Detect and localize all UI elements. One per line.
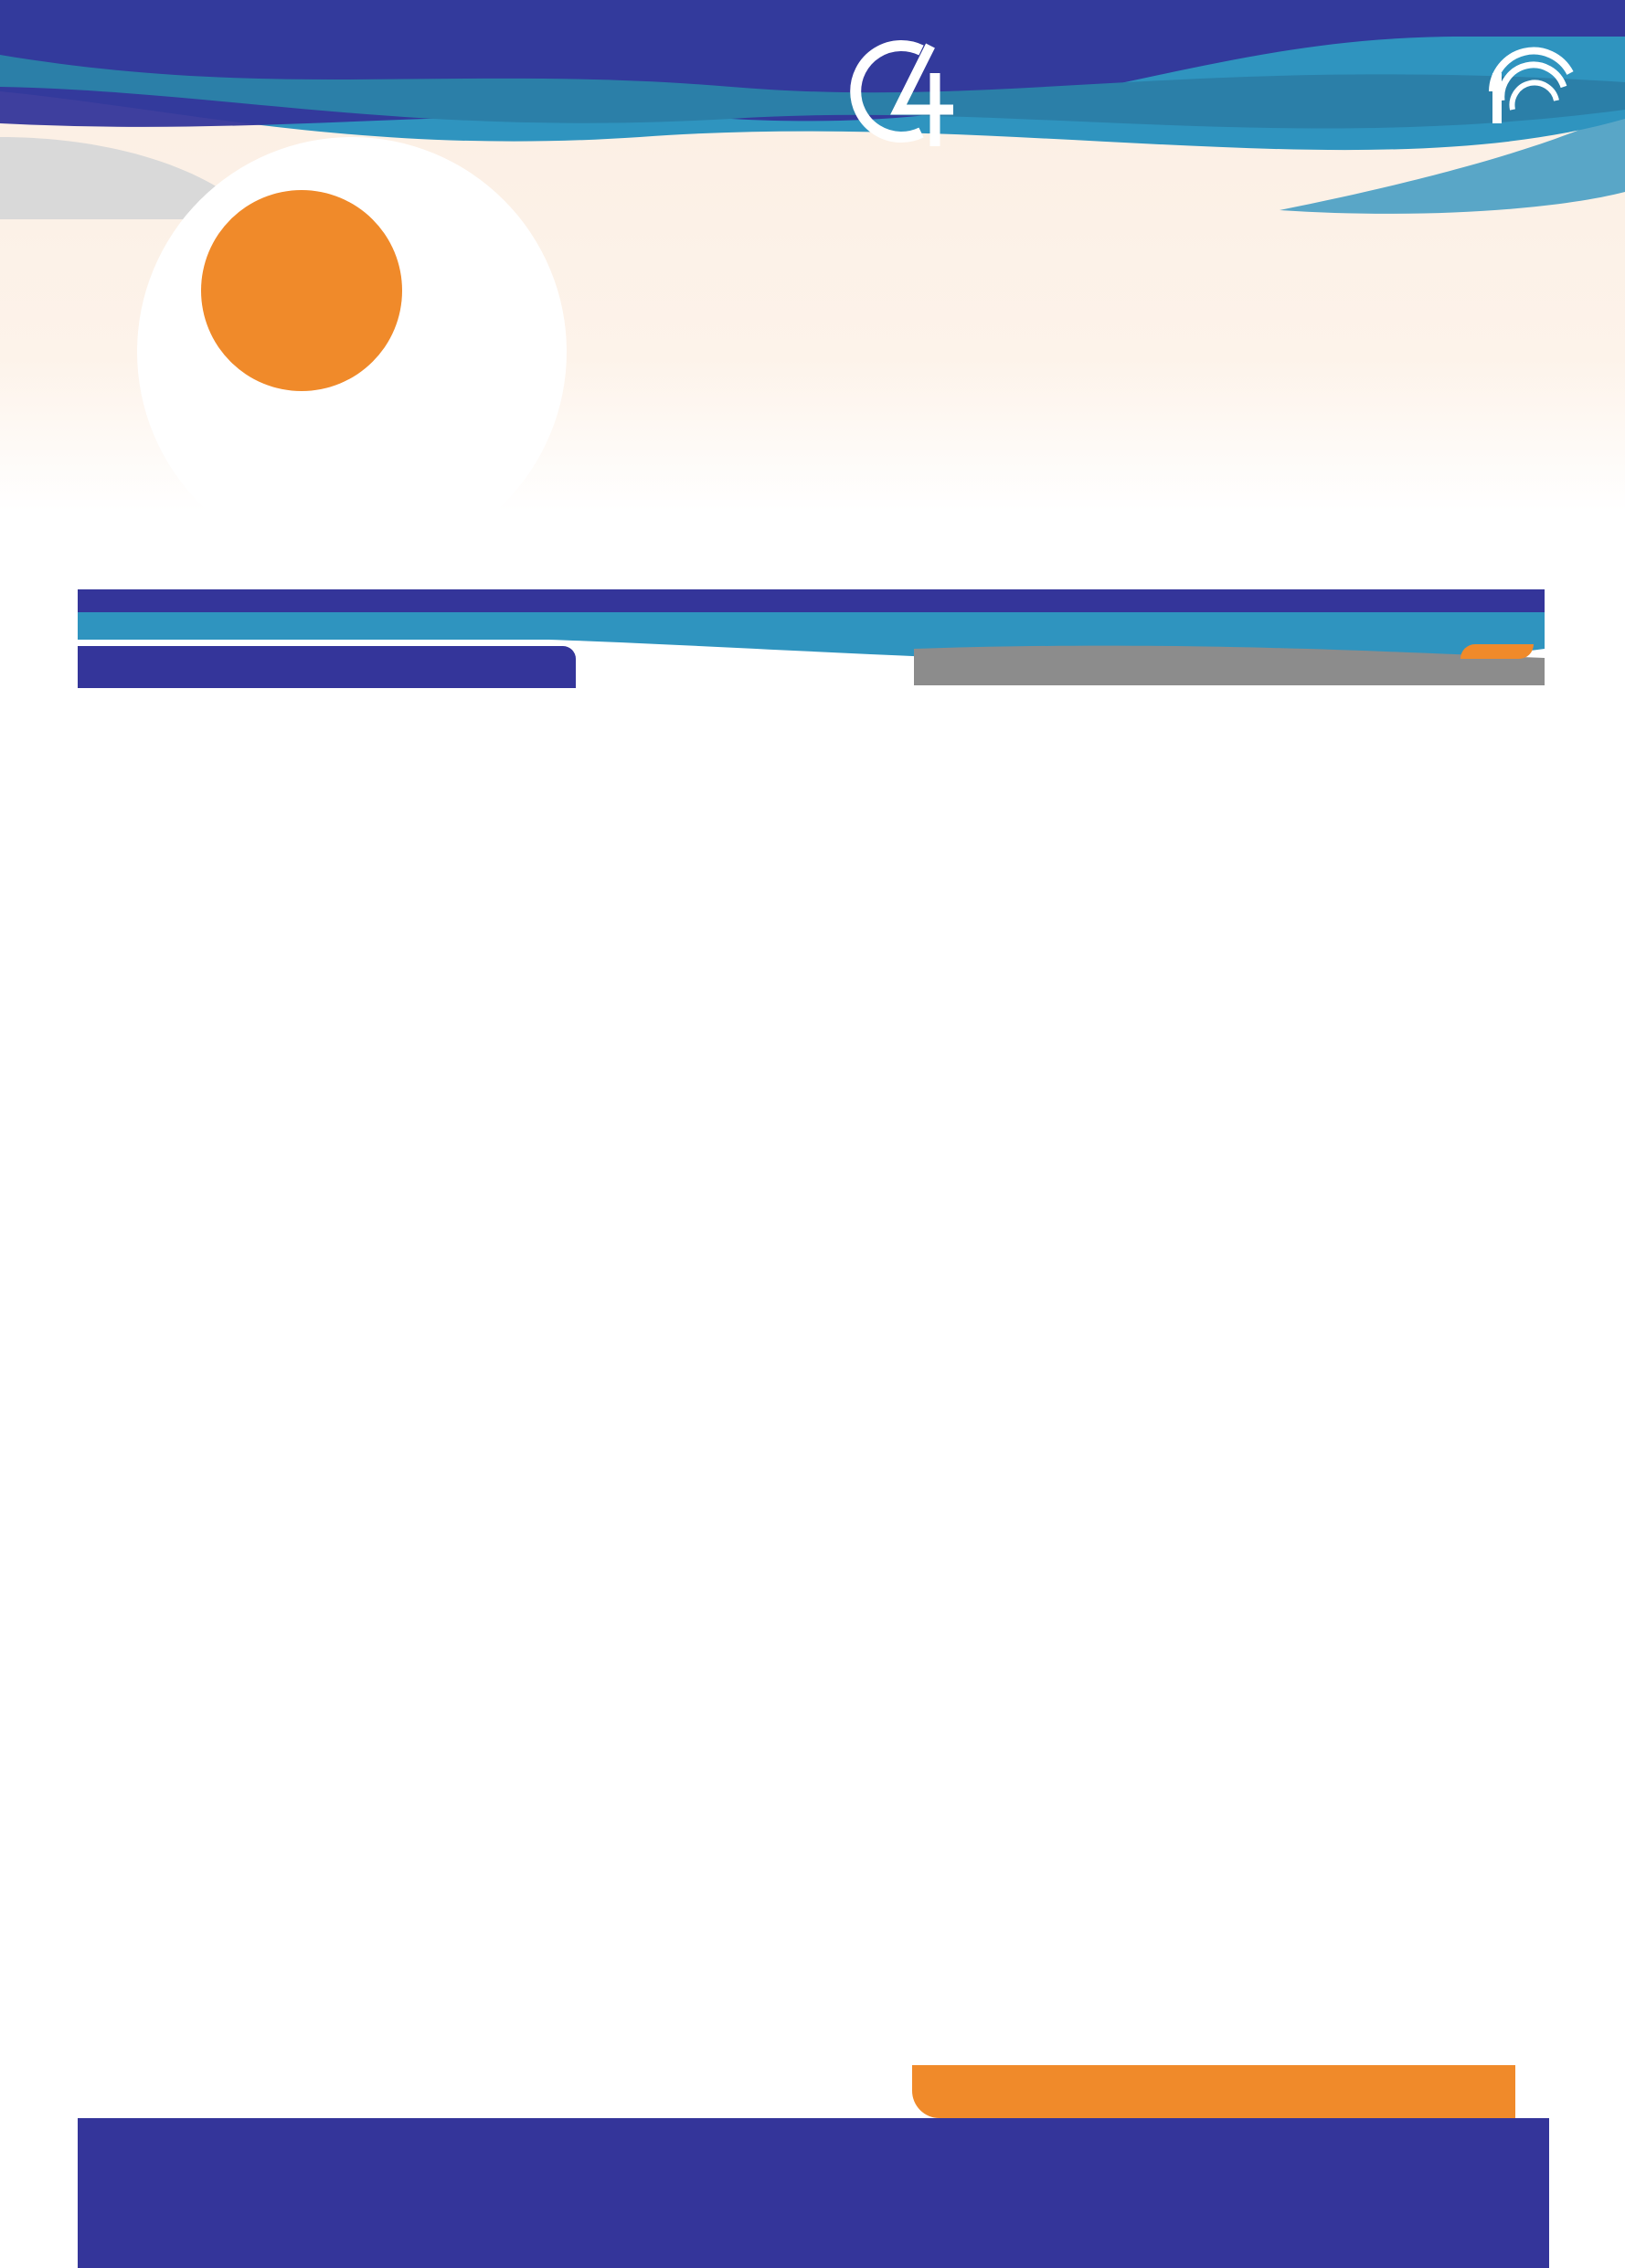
footer <box>78 2118 1549 2268</box>
itrc-logo <box>1474 37 1584 137</box>
address-label <box>912 2065 1515 2118</box>
c4-society-logo <box>844 37 962 151</box>
edition-digit-2 <box>201 190 402 391</box>
axes-heading <box>1460 644 1534 659</box>
edition-number <box>201 160 402 391</box>
committee-heading <box>78 646 576 688</box>
